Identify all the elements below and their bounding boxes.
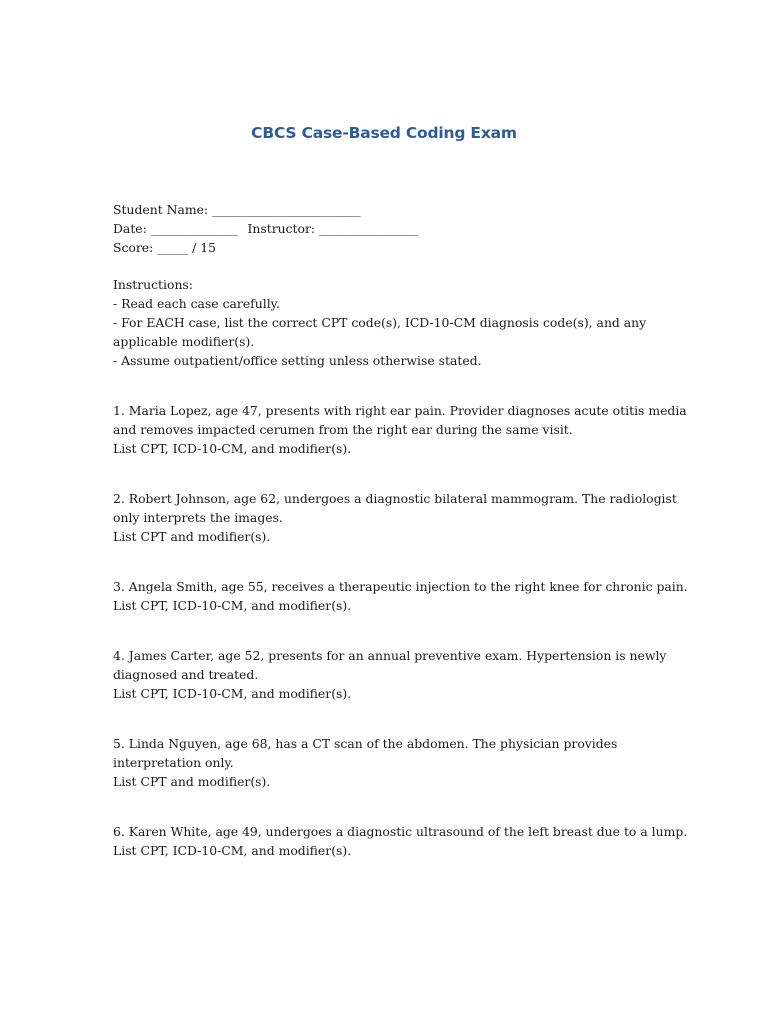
instruction-line: - Read each case carefully. <box>113 296 280 311</box>
case-3 <box>113 577 688 615</box>
case-line: List CPT and modifier(s). <box>113 529 271 544</box>
case-6 <box>113 822 688 860</box>
case-line: List CPT, ICD-10-CM, and modifier(s). <box>113 843 352 858</box>
document-title: CBCS Case-Based Coding Exam <box>251 124 517 142</box>
instructor-field: Instructor: ________________ <box>247 221 419 236</box>
student-name-field: Student Name: ________________________ <box>113 202 361 217</box>
case-line: diagnosed and treated. <box>113 667 259 682</box>
case-line: List CPT, ICD-10-CM, and modifier(s). <box>113 598 352 613</box>
instruction-line: - Assume outpatient/office setting unless otherwise stated. <box>113 353 482 368</box>
case-line: 6. Karen White, age 49, undergoes a diagnostic ultrasound of the left breast due to a lump. <box>113 824 688 839</box>
case-line: 5. Linda Nguyen, age 68, has a CT scan of the abdomen. The physician provides <box>113 736 618 751</box>
case-4 <box>113 646 667 703</box>
case-2 <box>113 489 677 546</box>
instruction-line: - For EACH case, list the correct CPT code(s), ICD-10-CM diagnosis code(s), and any <box>113 315 647 330</box>
case-line: 3. Angela Smith, age 55, receives a therapeutic injection to the right knee for chronic pain. <box>113 579 688 594</box>
document-body <box>113 200 688 860</box>
instruction-line: applicable modifier(s). <box>113 334 255 349</box>
case-line: 2. Robert Johnson, age 62, undergoes a diagnostic bilateral mammogram. The radiologist <box>113 491 677 506</box>
date-instructor-row <box>113 219 653 238</box>
case-line: only interprets the images. <box>113 510 283 525</box>
case-line: List CPT and modifier(s). <box>113 774 271 789</box>
case-line: 1. Maria Lopez, age 47, presents with right ear pain. Provider diagnoses acute otitis media <box>113 403 687 418</box>
case-line: 4. James Carter, age 52, presents for an annual preventive exam. Hypertension is newly <box>113 648 667 663</box>
case-line: List CPT, ICD-10-CM, and modifier(s). <box>113 686 352 701</box>
case-line: and removes impacted cerumen from the right ear during the same visit. <box>113 422 573 437</box>
instructions-heading: Instructions: <box>113 277 193 292</box>
case-line: interpretation only. <box>113 755 234 770</box>
case-5 <box>113 734 653 791</box>
case-line: List CPT, ICD-10-CM, and modifier(s). <box>113 441 352 456</box>
instructions-section <box>113 275 653 370</box>
case-1 <box>113 401 687 458</box>
score-field: Score: _____ / 15 <box>113 240 217 255</box>
date-field: Date: ______________ <box>113 221 238 236</box>
header-fields <box>113 200 653 257</box>
